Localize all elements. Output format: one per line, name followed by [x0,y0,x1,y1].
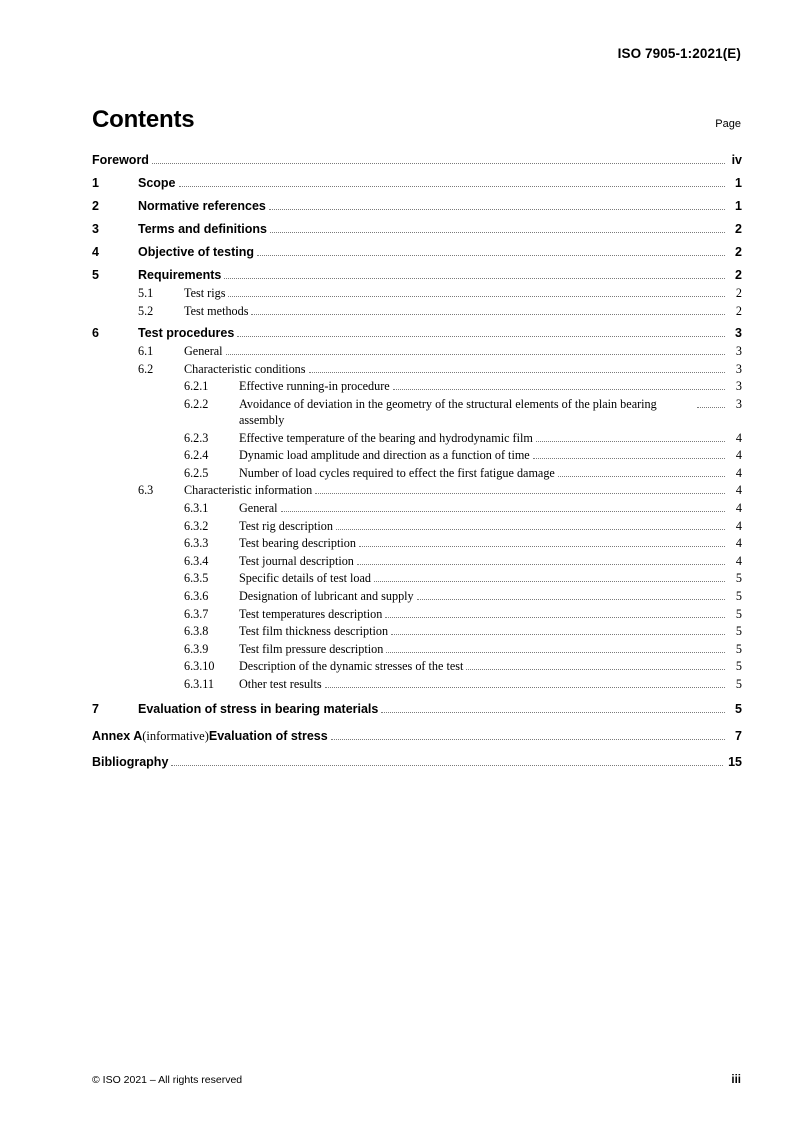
toc-entry-number: 7 [92,702,99,717]
toc-entry-title: Specific details of test load [239,571,371,586]
toc-entry-number: 6.3.5 [184,571,209,586]
annex-informative-note: (informative) [142,728,209,743]
toc-leader-dots [179,186,725,187]
toc-entry[interactable] [92,701,742,718]
toc-entry[interactable] [92,658,742,674]
bibliography-title: Bibliography [92,755,169,770]
toc-entry-title: Foreword [92,153,149,167]
table-of-contents [92,152,742,771]
toc-entry-title: Avoidance of deviation in the geometry of the structural elements of the plain bearing assembly [239,396,657,428]
toc-entry-page: 4 [735,501,742,516]
toc-entry-page: 2 [735,286,742,300]
toc-entry-page: 5 [735,624,742,639]
toc-entry-page: 2 [735,268,742,282]
toc-leader-dots [325,687,725,688]
toc-entry-page: 4 [735,553,742,568]
toc-entry-page: 15 [728,755,742,770]
toc-entry-page: iv [731,153,742,167]
toc-entry-annex[interactable] [92,728,742,745]
toc-leader-dots [309,372,725,373]
toc-entry-number: 4 [92,245,99,259]
toc-leader-dots [386,652,725,653]
toc-entry[interactable] [92,285,742,301]
toc-entry-page: 2 [735,245,742,259]
toc-leader-dots [251,314,725,315]
toc-entry-title: Characteristic information [184,483,313,498]
toc-entry-title: Test rigs [184,286,226,300]
toc-entry[interactable] [92,175,742,192]
toc-entry-number: 6.3 [138,483,154,498]
toc-entry-page: 5 [735,606,742,621]
toc-entry-title: Requirements [138,268,222,282]
toc-leader-dots [270,232,725,233]
toc-entry[interactable] [92,465,742,481]
toc-entry-number: 5.1 [138,286,154,300]
toc-entry[interactable] [92,500,742,516]
toc-entry-number: 2 [92,199,99,213]
toc-entry-number: 6.3.2 [184,518,209,533]
toc-entry-title: Designation of lubricant and supply [239,589,414,603]
toc-entry-page: 5 [735,659,742,674]
toc-entry-page: 7 [735,728,742,743]
toc-entry[interactable] [92,267,742,284]
toc-entry-page: 4 [735,448,742,463]
toc-leader-dots [393,389,725,390]
toc-entry-number: 6.3.4 [184,553,209,568]
toc-entry-number: 6.2 [138,361,154,376]
toc-entry[interactable] [92,623,742,639]
toc-entry[interactable] [92,570,742,586]
toc-leader-dots [357,564,725,565]
toc-entry-number: 1 [92,176,99,190]
toc-entry[interactable] [92,221,742,238]
toc-entry-bibliography[interactable] [92,754,742,771]
toc-entry-page: 4 [735,518,742,533]
toc-entry-title: Test film thickness description [239,624,389,639]
toc-entry-title: Test methods [184,303,249,318]
toc-entry-title: Evaluation of stress in bearing materials [138,702,379,717]
toc-entry[interactable] [92,588,742,604]
toc-entry-number: 5.2 [138,303,154,318]
toc-leader-dots [533,458,725,459]
toc-entry-title: General [239,501,278,516]
toc-entry-page: 3 [735,379,742,394]
toc-entry[interactable] [92,378,742,394]
toc-leader-dots [466,669,725,670]
toc-entry-page: 3 [735,396,742,411]
toc-entry-title: Normative references [138,199,266,213]
toc-leader-dots [269,209,725,210]
footer-copyright: © ISO 2021 – All rights reserved [92,1074,243,1086]
toc-entry[interactable] [92,430,742,446]
toc-entry-number: 6 [92,326,99,341]
toc-entry-title: General [184,344,223,359]
page-title: Contents [92,106,195,133]
toc-entry-number: 6.3.8 [184,624,209,639]
toc-entry-title: Other test results [239,676,322,691]
toc-entry[interactable] [92,447,742,463]
toc-entry-number: 3 [92,222,99,236]
toc-entry-title: Test bearing description [239,536,356,551]
toc-entry[interactable] [92,676,742,692]
toc-entry-title: Test temperatures description [239,606,383,621]
toc-entry[interactable] [92,606,742,622]
toc-entry[interactable] [92,535,742,551]
toc-entry[interactable] [92,518,742,534]
toc-entry-page: 5 [735,702,742,717]
toc-leader-dots [536,441,725,442]
toc-entry[interactable] [92,361,742,377]
toc-entry-page: 2 [735,222,742,236]
toc-entry-number: 6.3.1 [184,501,209,516]
toc-entry-page: 2 [735,303,742,318]
toc-entry-title: Dynamic load amplitude and direction as a function of time [239,448,530,463]
toc-leader-dots [171,765,723,766]
toc-entry-page: 3 [735,344,742,359]
page-column-label: Page [715,118,741,130]
toc-entry-number: 6.3.9 [184,641,209,656]
toc-leader-dots [224,278,725,279]
toc-leader-dots [558,476,725,477]
toc-entry[interactable] [92,641,742,657]
toc-entry-number: 5 [92,268,99,282]
toc-entry-page: 5 [735,676,742,691]
toc-entry-number: 6.2.3 [184,430,209,445]
toc-entry-number: 6.3.11 [184,676,215,691]
annex-title: Evaluation of stress [208,728,328,743]
toc-leader-dots [331,739,725,740]
toc-leader-dots [381,712,725,713]
toc-entry-title: Characteristic conditions [184,361,306,376]
toc-entry-title: Terms and definitions [138,222,267,236]
footer-page-number: iii [731,1074,741,1086]
toc-entry-title: Effective running-in procedure [239,379,390,394]
toc-entry-page: 1 [735,199,742,213]
toc-entry-number: 6.3.7 [184,606,209,621]
toc-entry[interactable] [92,553,742,569]
toc-leader-dots [385,617,725,618]
toc-leader-dots [336,529,725,530]
toc-entry[interactable] [92,303,742,319]
toc-entry-number: 6.1 [138,344,154,359]
toc-entry-number: 6.3.6 [184,589,209,603]
toc-leader-dots [391,634,725,635]
toc-entry-title: Test journal description [239,553,354,568]
toc-entry-title: Objective of testing [138,245,254,259]
toc-leader-dots [417,599,725,600]
toc-entry-page: 4 [735,430,742,445]
toc-entry-title: Description of the dynamic stresses of the test [239,659,464,674]
toc-entry-number: 6.2.5 [184,465,209,480]
toc-entry-title: Scope [138,176,176,190]
toc-leader-dots [697,407,725,408]
toc-entry-page: 5 [735,571,742,586]
toc-entry-number: 6.2.4 [184,448,209,463]
toc-entry-number: 6.2.1 [184,379,209,394]
toc-entry-title: Number of load cycles required to effect the first fatigue damage [239,465,555,480]
toc-entry-title: Test procedures [138,326,235,341]
toc-entry-page: 5 [735,641,742,656]
toc-entry[interactable] [92,343,742,359]
toc-leader-dots [152,163,725,164]
toc-entry-title: Effective temperature of the bearing and hydrodynamic film [239,430,533,445]
toc-entry-number: 6.3.3 [184,536,209,551]
toc-entry[interactable] [92,396,742,428]
toc-entry[interactable] [92,244,742,261]
toc-leader-dots [359,546,725,547]
toc-leader-dots [237,336,725,337]
toc-leader-dots [281,511,725,512]
toc-leader-dots [374,581,725,582]
toc-entry-number: 6.2.2 [184,396,209,411]
toc-entry-title: Test rig description [239,518,333,533]
toc-entry-page: 4 [735,483,742,498]
toc-leader-dots [257,255,725,256]
toc-entry-page: 4 [735,465,742,480]
toc-entry[interactable] [92,325,742,342]
toc-entry-page: 3 [735,326,742,341]
toc-entry[interactable] [92,198,742,215]
toc-leader-dots [315,493,725,494]
toc-leader-dots [228,296,725,297]
standard-reference-header: ISO 7905-1:2021(E) [617,46,741,61]
toc-entry[interactable] [92,152,742,169]
toc-leader-dots [226,354,725,355]
toc-entry-page: 5 [735,589,742,603]
toc-entry-number: 6.3.10 [184,659,215,674]
toc-entry[interactable] [92,482,742,498]
annex-label: Annex A [92,728,143,743]
toc-entry-page: 1 [735,176,742,190]
toc-entry-title: Test film pressure description [239,641,384,656]
toc-entry-page: 3 [735,361,742,376]
toc-entry-page: 4 [735,536,742,551]
